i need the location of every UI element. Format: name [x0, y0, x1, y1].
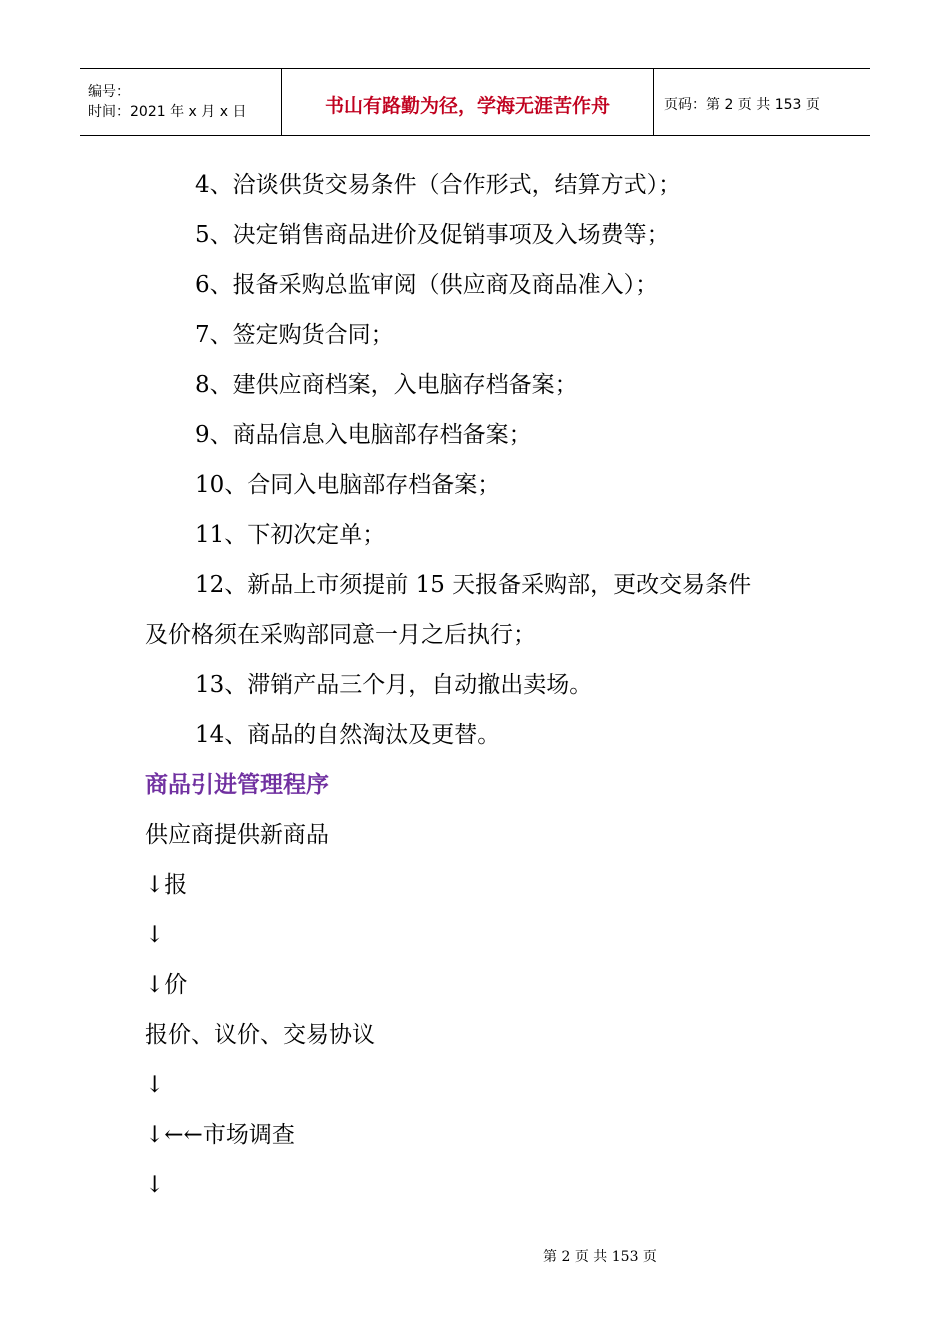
list-item: 10、合同入电脑部存档备案；	[195, 472, 501, 498]
list-item: 9、商品信息入电脑部存档备案；	[195, 422, 532, 448]
flow-step: 报价、议价、交易协议	[145, 1022, 375, 1048]
list-item: 5、决定销售商品进价及促销事项及入场费等；	[195, 222, 670, 248]
flow-step: ↓价	[145, 972, 188, 998]
flow-step: ↓	[145, 922, 165, 948]
document-body	[145, 160, 815, 1210]
list-item: 13、滞销产品三个月，自动撤出卖场。	[195, 672, 593, 698]
flow-step: ↓	[145, 1172, 165, 1198]
list-item-continuation: 及价格须在采购部同意一月之后执行；	[145, 622, 536, 648]
list-item: 12、新品上市须提前 15 天报备采购部，更改交易条件	[195, 572, 752, 598]
page-header	[80, 68, 870, 136]
flow-step: ↓报	[145, 872, 188, 898]
list-item: 6、报备采购总监审阅（供应商及商品准入）；	[195, 272, 659, 298]
flow-step: ↓←←市场调查	[145, 1122, 295, 1148]
section-title: 商品引进管理程序	[145, 772, 329, 798]
flow-step: 供应商提供新商品	[145, 822, 329, 848]
list-item: 14、商品的自然淘汰及更替。	[195, 722, 501, 748]
time-label: 时间：2021 年 x 月 x 日	[88, 104, 247, 120]
header-page-info: 页码：第 2 页 共 153 页	[664, 97, 820, 113]
header-meta	[80, 69, 282, 135]
header-motto: 书山有路勤为径，学海无涯苦作舟	[282, 69, 654, 135]
flow-step: ↓	[145, 1072, 165, 1098]
number-label: 编号：	[88, 84, 130, 100]
list-item: 7、签定购货合同；	[195, 322, 394, 348]
list-item: 8、建供应商档案，入电脑存档备案；	[195, 372, 578, 398]
list-item: 4、洽谈供货交易条件（合作形式，结算方式）；	[195, 172, 682, 198]
list-item: 11、下初次定单；	[195, 522, 386, 548]
page-footer: 第 2 页 共 153 页	[543, 1249, 657, 1265]
